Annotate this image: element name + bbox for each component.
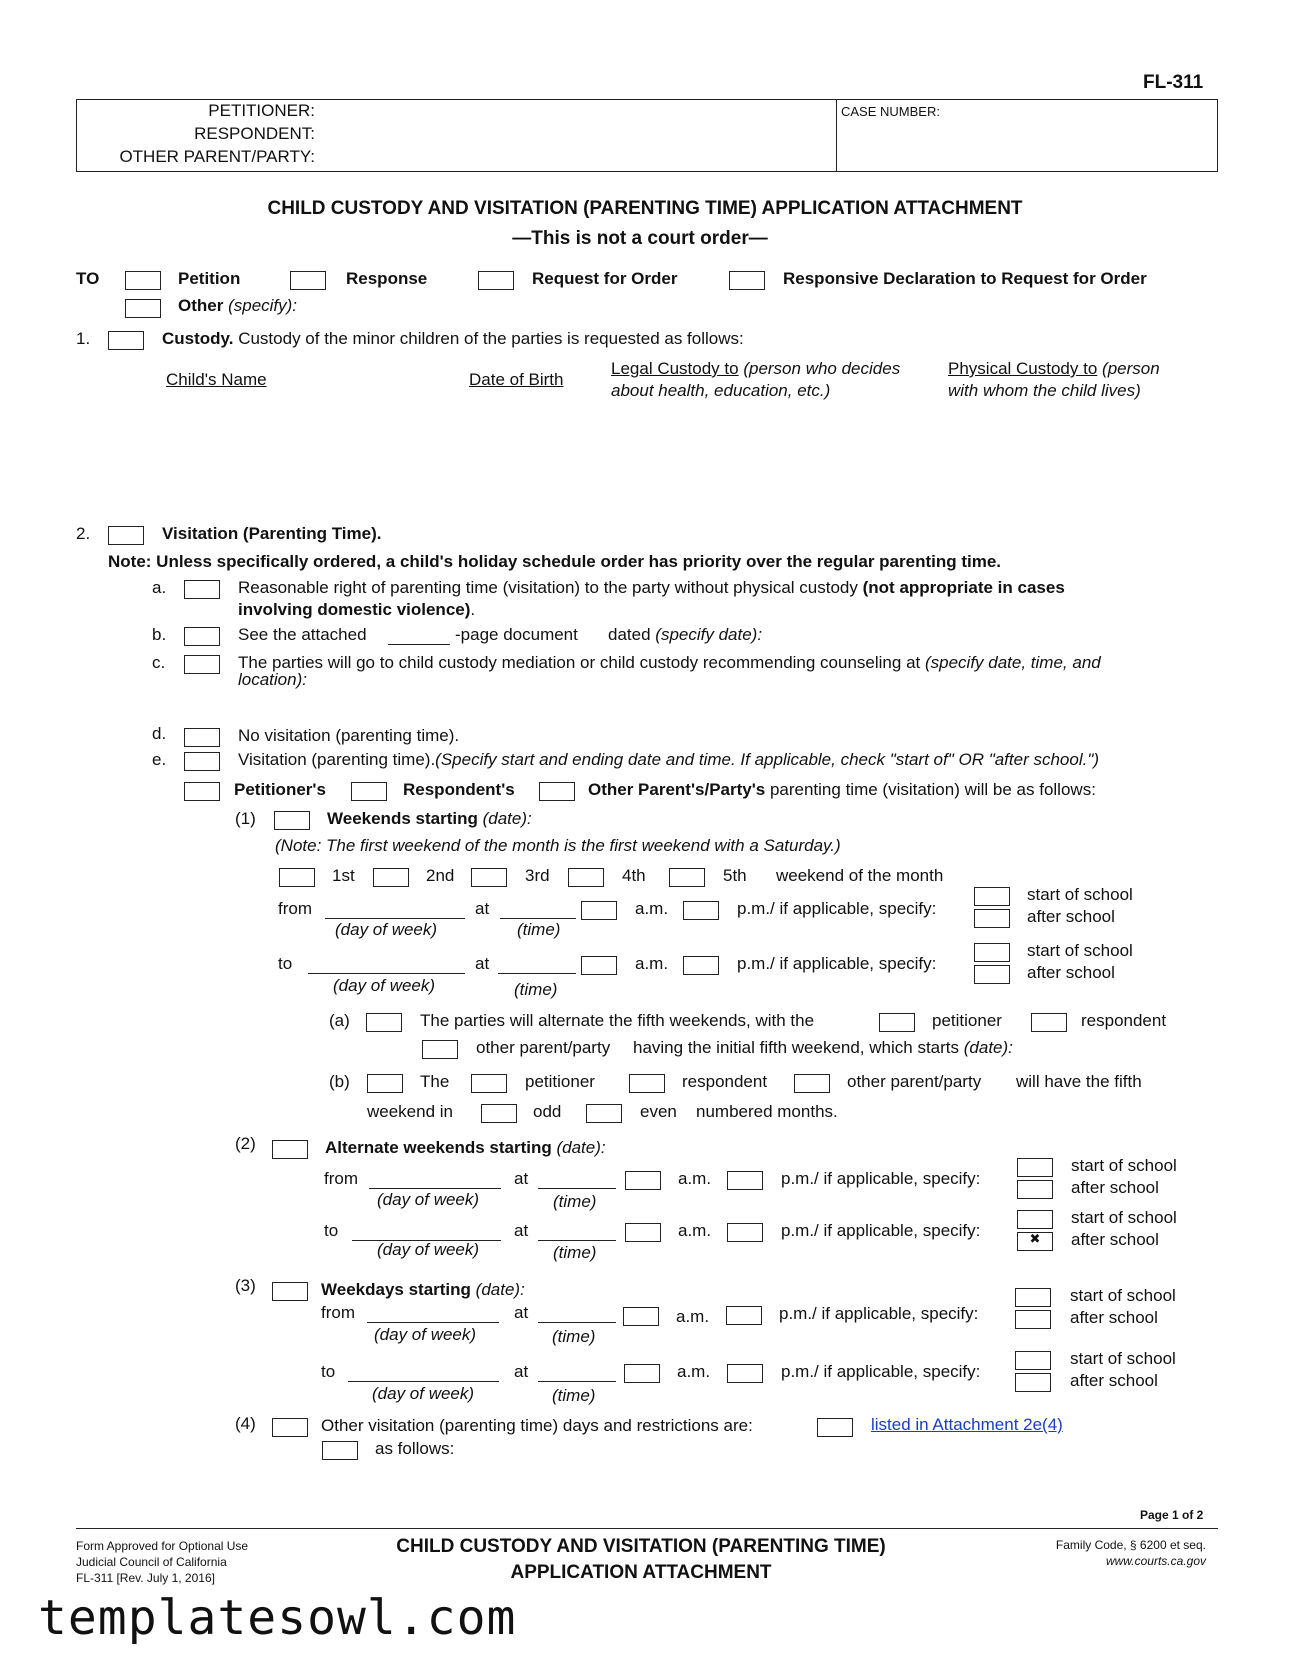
wk-to-am-label: a.m.	[635, 954, 669, 973]
the-label: The	[420, 1072, 450, 1091]
case-number-label: CASE NUMBER:	[841, 104, 940, 119]
page-count-blank[interactable]	[388, 644, 450, 645]
wd-from-after-school-checkbox[interactable]	[1015, 1310, 1051, 1329]
alt-to-am-checkbox[interactable]	[625, 1223, 661, 1242]
wk-to-day-blank[interactable]	[308, 973, 465, 974]
petition-checkbox[interactable]	[125, 271, 161, 290]
week-4th-checkbox[interactable]	[568, 868, 604, 887]
item-e-letter: e.	[152, 750, 167, 769]
numbered-months: numbered months.	[696, 1102, 838, 1121]
other-label	[178, 296, 297, 316]
odd-even-petitioner-label: petitioner	[525, 1072, 595, 1091]
custody-checkbox[interactable]	[108, 331, 144, 350]
alt-to-pm-checkbox[interactable]	[727, 1223, 763, 1242]
alt-to-at: at	[514, 1221, 529, 1240]
odd-even-other-checkbox[interactable]	[794, 1074, 830, 1093]
respondents-checkbox[interactable]	[351, 782, 387, 801]
alt-from-after-school: after school	[1071, 1178, 1159, 1197]
alt-to-day-caption: (day of week)	[377, 1240, 480, 1259]
week-5th-checkbox[interactable]	[669, 868, 705, 887]
as-follows-checkbox[interactable]	[322, 1441, 358, 1460]
wd-to-day-caption: (day of week)	[372, 1384, 475, 1403]
footer-left-3: FL-311 [Rev. July 1, 2016]	[76, 1571, 215, 1585]
col-child-name: Child's Name	[166, 370, 267, 389]
item-b-specify: (specify date):	[655, 625, 763, 644]
no-visitation-checkbox[interactable]	[184, 728, 220, 747]
alt-from-after-school-checkbox[interactable]	[1017, 1180, 1053, 1199]
custody-title: Custody.	[162, 329, 234, 348]
responsive-declaration-checkbox[interactable]	[729, 271, 765, 290]
weekends-title: Weekends starting	[327, 809, 478, 828]
reasonable-visitation-checkbox[interactable]	[184, 580, 220, 599]
item-c-letter: c.	[152, 653, 166, 672]
wd-from-at: at	[514, 1303, 529, 1322]
wd-to-at: at	[514, 1362, 529, 1381]
wk-to-start-school: start of school	[1027, 941, 1133, 960]
footer-left-2: Judicial Council of California	[76, 1555, 227, 1569]
wk-from-at: at	[475, 899, 490, 918]
alt-from-am-label: a.m.	[678, 1169, 712, 1188]
request-for-order-label: Request for Order	[532, 269, 678, 288]
other-specify: (specify):	[228, 296, 298, 315]
footer-title-1: CHILD CUSTODY AND VISITATION (PARENTING TIME)	[396, 1536, 886, 1557]
wd-to-day-blank[interactable]	[348, 1381, 499, 1382]
item-a-bold2: involving domestic violence)	[238, 600, 471, 619]
week-4th-label: 4th	[622, 866, 646, 885]
wd-to-pm-label: p.m./ if applicable, specify:	[781, 1362, 981, 1381]
wk-from-am-checkbox[interactable]	[581, 901, 617, 920]
alt-from-time-caption: (time)	[553, 1192, 597, 1211]
responsive-declaration-label: Responsive Declaration to Request for Order	[783, 269, 1147, 288]
item-c-text: The parties will go to child custody mediation or child custody recommending counseling at	[238, 653, 921, 672]
wd-from-start-school: start of school	[1070, 1286, 1176, 1305]
col-phys-a: Physical Custody to	[948, 359, 1098, 378]
alt-to-time-caption: (time)	[553, 1243, 597, 1262]
section2-number: 2.	[76, 524, 91, 543]
initial-fifth-text: having the initial fifth weekend, which starts	[633, 1038, 960, 1057]
week-2nd-checkbox[interactable]	[373, 868, 409, 887]
item-c-specify2: location):	[238, 670, 307, 689]
wd-from-after-school: after school	[1070, 1308, 1158, 1327]
other-party-line	[588, 780, 1096, 800]
weekend-in-label: weekend in	[367, 1102, 454, 1121]
respondent-label: RESPONDENT:	[194, 124, 315, 143]
odd-even-other-label: other parent/party	[847, 1072, 982, 1091]
item1-number: (1)	[235, 809, 256, 828]
other-party-label: Other Parent's/Party's	[588, 780, 766, 799]
wk-to-label: to	[278, 954, 293, 973]
odd-even-respondent-label: respondent	[682, 1072, 768, 1091]
alternate-weekends-checkbox[interactable]	[272, 1140, 308, 1159]
wk-from-time-blank[interactable]	[500, 918, 576, 919]
wk-to-after-school-checkbox[interactable]	[974, 965, 1010, 984]
alt-from-pm-label: p.m./ if applicable, specify:	[781, 1169, 981, 1188]
wd-to-after-school-checkbox[interactable]	[1015, 1373, 1051, 1392]
alt-from-day-caption: (day of week)	[377, 1190, 480, 1209]
wk-to-time-caption: (time)	[514, 980, 558, 999]
col-date-of-birth: Date of Birth	[469, 370, 564, 389]
petitioner-label: PETITIONER:	[208, 101, 315, 120]
week-3rd-checkbox[interactable]	[471, 868, 507, 887]
wd-to-start-school-checkbox[interactable]	[1015, 1351, 1051, 1370]
response-label: Response	[346, 269, 428, 288]
wk-from-label: from	[278, 899, 312, 918]
wk-from-after-school: after school	[1027, 907, 1115, 926]
follows-text: parenting time (visitation) will be as follows:	[769, 780, 1096, 799]
wd-from-label: from	[321, 1303, 355, 1322]
wd-from-day-caption: (day of week)	[374, 1325, 477, 1344]
col-legal-custody	[611, 359, 900, 379]
wk-from-start-school: start of school	[1027, 885, 1133, 904]
wd-from-pm-checkbox[interactable]	[726, 1306, 762, 1325]
item-b-line3	[608, 625, 762, 645]
response-checkbox[interactable]	[290, 271, 326, 290]
alt-to-am-label: a.m.	[678, 1221, 712, 1240]
item2-number: (2)	[235, 1134, 256, 1153]
wk-to-am-checkbox[interactable]	[581, 956, 617, 975]
fifth-other-label: other parent/party	[476, 1038, 611, 1057]
item-c-line1	[238, 653, 1101, 673]
section1-number: 1.	[76, 329, 91, 348]
wd-to-pm-checkbox[interactable]	[727, 1364, 763, 1383]
wd-from-start-school-checkbox[interactable]	[1015, 1288, 1051, 1307]
caption-divider	[836, 99, 837, 172]
visitation-title: Visitation (Parenting Time).	[162, 524, 382, 543]
odd-even-petitioner-checkbox[interactable]	[471, 1074, 507, 1093]
item3-number: (3)	[235, 1276, 256, 1295]
wd-from-am-label: a.m.	[676, 1307, 710, 1326]
item-b-text1: See the attached	[238, 625, 367, 644]
as-follows-label: as follows:	[375, 1439, 455, 1458]
alt-to-pm-label: p.m./ if applicable, specify:	[781, 1221, 981, 1240]
col-phys-b: (person	[1102, 359, 1160, 378]
weekdays-date: (date):	[475, 1280, 525, 1299]
initial-fifth-line	[633, 1038, 1013, 1058]
fifth-respondent-label: respondent	[1081, 1011, 1167, 1030]
wk-from-time-caption: (time)	[517, 920, 561, 939]
wd-to-time-caption: (time)	[552, 1386, 596, 1405]
alt-from-pm-checkbox[interactable]	[727, 1171, 763, 1190]
petitioners-label: Petitioner's	[234, 780, 326, 799]
other-visitation-text: Other visitation (parenting time) days and restrictions are:	[321, 1416, 753, 1435]
col-legal-a: Legal Custody to	[611, 359, 739, 378]
alt-from-time-blank[interactable]	[538, 1188, 616, 1189]
other-party-checkbox[interactable]	[539, 782, 575, 801]
weekdays-line	[321, 1280, 525, 1300]
alt-from-am-checkbox[interactable]	[625, 1171, 661, 1190]
item1a-number: (a)	[329, 1011, 350, 1030]
alt-from-start-school-checkbox[interactable]	[1017, 1158, 1053, 1177]
custody-line	[162, 329, 744, 349]
wd-to-label: to	[321, 1362, 336, 1381]
alt-weekends-line	[325, 1138, 606, 1158]
week-2nd-label: 2nd	[426, 866, 455, 885]
fifth-other-checkbox[interactable]	[422, 1040, 458, 1059]
wk-from-am-label: a.m.	[635, 899, 669, 918]
initial-fifth-date: (date):	[963, 1038, 1013, 1057]
to-label: TO	[76, 269, 100, 288]
alt-to-time-blank[interactable]	[538, 1240, 616, 1241]
mediation-checkbox[interactable]	[184, 655, 220, 674]
item-b-letter: b.	[152, 625, 167, 644]
alternate-fifth-checkbox[interactable]	[366, 1013, 402, 1032]
page-number: Page 1 of 2	[1140, 1508, 1204, 1522]
item-d-text: No visitation (parenting time).	[238, 726, 460, 745]
petitioners-checkbox[interactable]	[184, 782, 220, 801]
item-e-text: Visitation (parenting time).	[238, 750, 436, 769]
alt-from-day-blank[interactable]	[369, 1188, 501, 1189]
wk-to-after-school: after school	[1027, 963, 1115, 982]
even-months-checkbox[interactable]	[586, 1104, 622, 1123]
wd-to-am-checkbox[interactable]	[624, 1364, 660, 1383]
other-visitation-checkbox[interactable]	[272, 1418, 308, 1437]
wk-to-day-caption: (day of week)	[333, 976, 436, 995]
footer-title-2: APPLICATION ATTACHMENT	[510, 1562, 772, 1583]
holiday-note: Note: Unless specifically ordered, a child's holiday schedule order has priority over the regular parenting time.	[108, 552, 1002, 571]
item-b-dated: dated	[608, 625, 651, 644]
fifth-respondent-checkbox[interactable]	[1031, 1013, 1067, 1032]
item-d-letter: d.	[152, 724, 167, 743]
weekdays-checkbox[interactable]	[272, 1282, 308, 1301]
respondents-label: Respondent's	[403, 780, 515, 799]
alt-to-label: to	[324, 1221, 339, 1240]
week-5th-label: 5th	[723, 866, 747, 885]
the-fifth-checkbox[interactable]	[367, 1074, 403, 1093]
even-label: even	[640, 1102, 677, 1121]
footer-rule	[76, 1528, 1218, 1529]
odd-months-checkbox[interactable]	[481, 1104, 517, 1123]
col-legal-b: (person who decides	[743, 359, 901, 378]
will-have-fifth: will have the fifth	[1016, 1072, 1142, 1091]
listed-attachment-checkbox[interactable]	[817, 1418, 853, 1437]
footer-right-1: Family Code, § 6200 et seq.	[1055, 1538, 1206, 1552]
week-1st-label: 1st	[332, 866, 355, 885]
alt-to-after-school: after school	[1071, 1230, 1159, 1249]
weekdays-title: Weekdays starting	[321, 1280, 471, 1299]
weekend-of-month-label: weekend of the month	[776, 866, 944, 885]
alt-weekends-title: Alternate weekends starting	[325, 1138, 552, 1157]
wk-to-start-school-checkbox[interactable]	[974, 943, 1010, 962]
item-c-specify: (specify date, time, and	[924, 653, 1101, 672]
wk-from-pm-checkbox[interactable]	[683, 901, 719, 920]
wd-to-time-blank[interactable]	[538, 1381, 616, 1382]
wd-to-start-school: start of school	[1070, 1349, 1176, 1368]
item4-number: (4)	[235, 1414, 256, 1433]
wd-to-after-school: after school	[1070, 1371, 1158, 1390]
wk-from-day-caption: (day of week)	[335, 920, 438, 939]
footer-left-1: Form Approved for Optional Use	[76, 1539, 249, 1553]
alternate-fifth-text: The parties will alternate the fifth weekends, with the	[420, 1011, 815, 1030]
item-b-text2: -page document	[455, 625, 578, 644]
other-checkbox[interactable]	[125, 299, 161, 318]
wd-from-am-checkbox[interactable]	[623, 1307, 659, 1326]
item-a-text: Reasonable right of parenting time (visitation) to the party without physical custody	[238, 578, 858, 597]
wk-from-after-school-checkbox[interactable]	[974, 909, 1010, 928]
item-a-line2	[238, 600, 475, 620]
request-for-order-checkbox[interactable]	[478, 271, 514, 290]
alt-to-start-school: start of school	[1071, 1208, 1177, 1227]
fifth-petitioner-checkbox[interactable]	[879, 1013, 915, 1032]
wk-from-pm-label: p.m./ if applicable, specify:	[737, 899, 937, 918]
wd-from-time-caption: (time)	[552, 1327, 596, 1346]
wd-from-pm-label: p.m./ if applicable, specify:	[779, 1304, 979, 1323]
page-title: CHILD CUSTODY AND VISITATION (PARENTING TIME) APPLICATION ATTACHMENT	[267, 198, 1023, 219]
item-a-letter: a.	[152, 578, 167, 597]
page-subtitle: —This is not a court order—	[512, 228, 768, 249]
odd-label: odd	[533, 1102, 562, 1121]
weekends-line	[327, 809, 532, 829]
visitation-checkbox[interactable]	[108, 526, 144, 545]
alt-to-after-school-checkbox[interactable]	[1017, 1232, 1053, 1251]
col-legal-c: about health, education, etc.)	[611, 381, 831, 400]
wd-from-day-blank[interactable]	[367, 1322, 499, 1323]
odd-even-respondent-checkbox[interactable]	[629, 1074, 665, 1093]
custody-text: Custody of the minor children of the parties is requested as follows:	[238, 329, 744, 348]
wk-to-time-blank[interactable]	[498, 973, 576, 974]
watermark: templatesowl.com	[38, 1590, 517, 1646]
item-e-specify: (Specify start and ending date and time. If applicable, check "start of" OR "after school.")	[435, 750, 1100, 769]
visitation-schedule-checkbox[interactable]	[184, 752, 220, 771]
wd-to-am-label: a.m.	[677, 1362, 711, 1381]
alt-from-start-school: start of school	[1071, 1156, 1177, 1175]
item1b-number: (b)	[329, 1072, 350, 1091]
weekend-note: (Note: The first weekend of the month is the first weekend with a Saturday.)	[275, 836, 841, 855]
attached-document-checkbox[interactable]	[184, 627, 220, 646]
other-text: Other	[178, 296, 224, 315]
week-3rd-label: 3rd	[525, 866, 550, 885]
wd-from-time-blank[interactable]	[538, 1322, 616, 1323]
alt-weekends-date: (date):	[556, 1138, 606, 1157]
fifth-petitioner-label: petitioner	[932, 1011, 1002, 1030]
item-e-line	[238, 750, 1099, 770]
weekends-checkbox[interactable]	[274, 811, 310, 830]
alt-from-label: from	[324, 1169, 358, 1188]
petition-label: Petition	[178, 269, 241, 288]
col-phys-c: with whom the child lives)	[948, 381, 1141, 400]
item-a-bold: (not appropriate in cases	[862, 578, 1065, 597]
other-parent-label: OTHER PARENT/PARTY:	[119, 147, 315, 166]
alt-from-at: at	[514, 1169, 529, 1188]
wk-from-day-blank[interactable]	[325, 918, 465, 919]
alt-to-start-school-checkbox[interactable]	[1017, 1210, 1053, 1229]
item-a-end: .	[470, 600, 476, 619]
wk-from-start-school-checkbox[interactable]	[974, 887, 1010, 906]
wk-to-pm-checkbox[interactable]	[683, 956, 719, 975]
footer-right-2: www.courts.ca.gov	[1105, 1554, 1206, 1568]
col-physical-custody	[948, 359, 1160, 379]
item-a-line1	[238, 578, 1065, 598]
wk-to-pm-label: p.m./ if applicable, specify:	[737, 954, 937, 973]
week-1st-checkbox[interactable]	[279, 868, 315, 887]
form-id: FL-311	[1143, 72, 1204, 93]
weekends-date: (date):	[482, 809, 532, 828]
wk-to-at: at	[475, 954, 490, 973]
attachment-2e4-link[interactable]: listed in Attachment 2e(4)	[871, 1415, 1063, 1434]
